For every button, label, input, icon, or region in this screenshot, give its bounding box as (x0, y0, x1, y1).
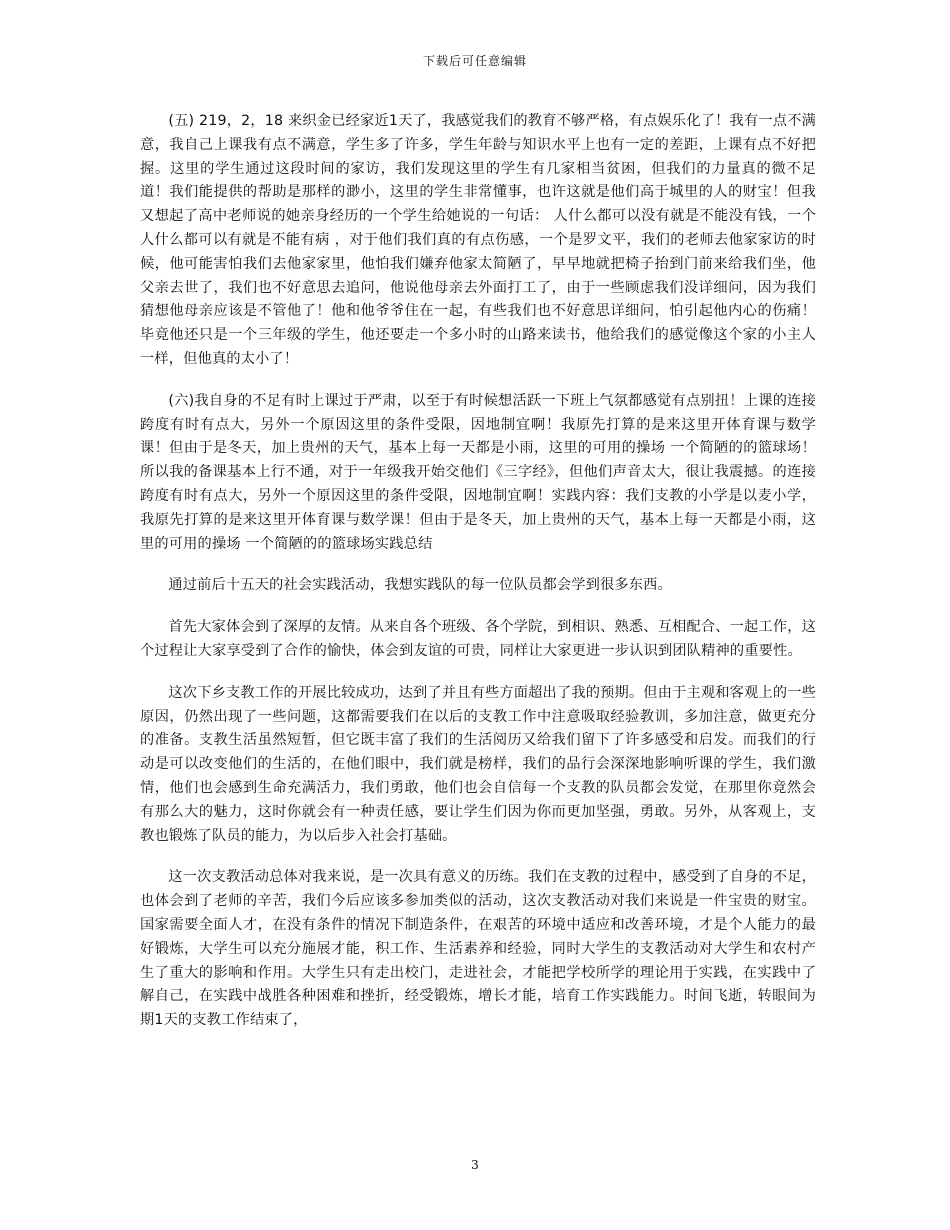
document-body (140, 110, 816, 1051)
paragraph-friendship: 首先大家体会到了深厚的友情。从来自各个班级、各个学院，到相识、熟悉、互相配合、一起工作，这个过程让大家享受到了合作的愉快，体会到友谊的可贵，同样让大家更进一步认识到团队精神的重要性。 (140, 619, 816, 659)
page-number: 3 (471, 1158, 479, 1172)
paragraph-5: (五) 219，2，18 来织金已经家近1天了，我感觉我们的教育不够严格，有点娱乐化了！我有一点不满意，我自己上课我有点不满意，学生多了许多，学生年龄与知识水平上也有一定的差距，上课有点不好把握。这里的学生通过这段时间的家访，我们发现这里的学生有几家相当贫困，但我们的力量真的微不足道！我们能提供的帮助是那样的渺小，这里的学生非常懂事，也许这就是他们高于城里的人的财宝！但我又想起了高中老师说的她亲身经历的一个学生给她说的一句话： 人什么都可以没有就是不能没有钱，一个人什么都可以有就是不能有病 ，对于他们我们真的有点伤感，一个是罗文平，我们的老师去他家家访的时候，他可能害怕我们去他家家里，他怕我们嫌弃他家太简陋了，早早地就把椅子抬到门前来给我们坐，他父亲去世了，我们也不好意思去追问，他说他母亲去外面打工了，由于一些顾虑我们没详细问，因为我们猜想他母亲应该是不管他了！他和他爷爷住在一起，有些我们也不好意思详细问，怕引起他内心的伤痛！毕竟他还只是一个三年级的学生，他还要走一个多小时的山路来读书，他给我们的感觉像这个家的小主人一样，但他真的太小了！ (140, 113, 816, 367)
paragraph-summary-intro: 通过前后十五天的社会实践活动，我想实践队的每一位队员都会学到很多东西。 (168, 577, 672, 594)
paragraph-outcome: 这次下乡支教工作的开展比较成功，达到了并且有些方面超出了我的预期。但由于主观和客观上的一些原因，仍然出现了一些问题，这都需要我们在以后的支教工作中注意吸取经验教训，多加注意，做更充分的准备。支教生活虽然短暂，但它既丰富了我们的生活阅历又给我们留下了许多感受和启发。而我们的行动是可以改变他们的生活的，在他们眼中，我们就是榜样，我们的品行会深深地影响听课的学生，我们激情，他们也会感到生命充满活力，我们勇敢，他们也会自信每一个支教的队员都会发觉，在那里你竟然会有那么大的魅力，这时你就会有一种责任感，要让学生们因为你而更加坚强，勇敢。另外，从客观上，支教也锻炼了队员的能力，为以后步入社会打基础。 (140, 684, 816, 844)
page-header: 下载后可任意编辑 (422, 54, 527, 68)
paragraph-reflection: 这一次支教活动总体对我来说，是一次具有意义的历练。我们在支教的过程中，感受到了自身的不足，也体会到了老师的辛苦，我们今后应该多参加类似的活动，这次支教活动对我们来说是一件宝贵的财宝。国家需要全面人才，在没有条件的情况下制造条件，在艰苦的环境中适应和改善环境，才是个人能力的最好锻炼，大学生可以充分施展才能，积工作、生活素养和经验，同时大学生的支教活动对大学生和农村产生了重大的影响和作用。大学生只有走出校门，走进社会，才能把学校所学的理论用于实践，在实践中了解自己，在实践中战胜各种困难和挫折，经受锻炼，增长才能，培育工作实践能力。时间飞逝，转眼间为期1天的支教工作结束了， (140, 869, 816, 1029)
paragraph-6: (六)我自身的不足有时上课过于严肃，以至于有时候想活跃一下班上气氛都感觉有点别扭！上课的连接跨度有时有点大，另外一个原因这里的条件受限，因地制宜啊！我原先打算的是来这里开体育课与数学课！但由于是冬天，加上贵州的天气，基本上每一天都是小雨，这里的可用的操场 一个简陋的的篮球场！所以我的备课基本上行不通，对于一年级我开始交他们《三字经》，但他们声音太大，很让我震撼。的连接跨度有时有点大，另外一个原因这里的条件受限，因地制宜啊！实践内容：我们支教的小学是以麦小学，我原先打算的是来这里开体育课与数学课！但由于是冬天，加上贵州的天气，基本上每一天都是小雨，这里的可用的操场 一个简陋的的篮球场实践总结 (140, 392, 816, 552)
